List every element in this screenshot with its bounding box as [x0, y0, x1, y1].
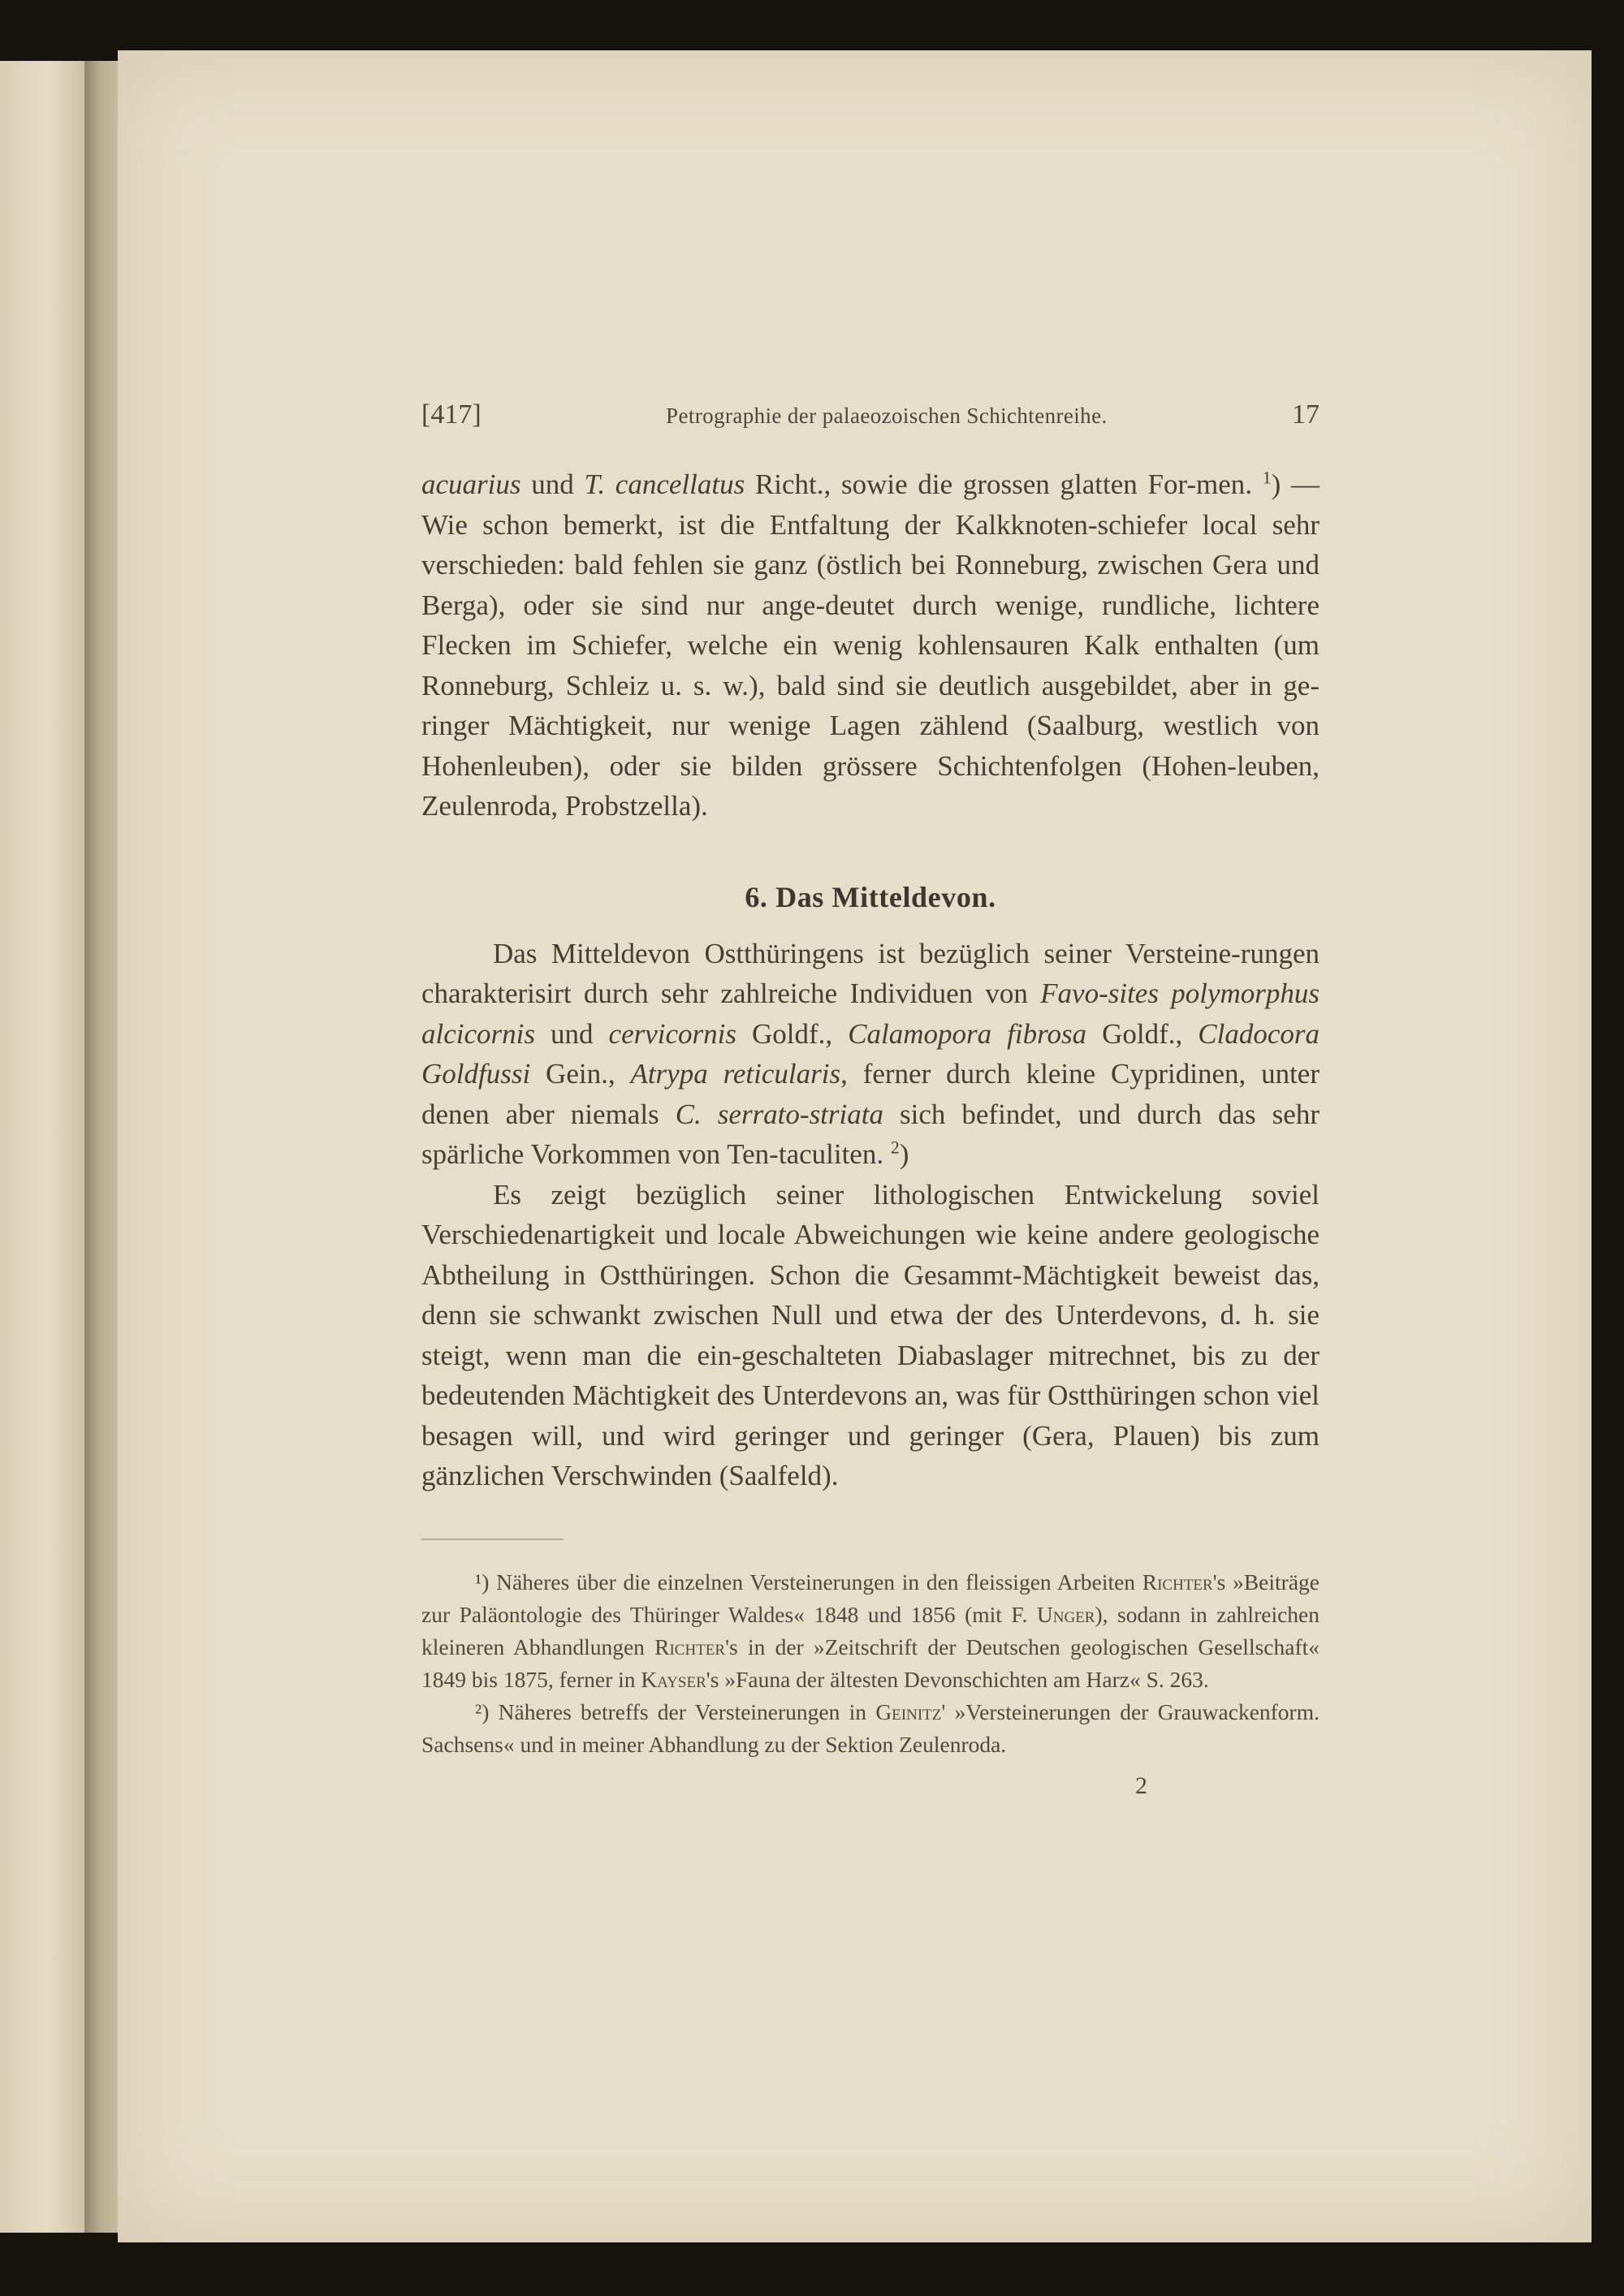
taxon-name: Atrypa reticularis — [630, 1058, 841, 1090]
paragraph-kalkknotenschiefer — [421, 464, 1320, 826]
taxon-name: acuarius — [421, 468, 521, 500]
text-run: Näheres betreffs der Versteinerungen in — [489, 1698, 876, 1724]
text-run: ) — [899, 1138, 909, 1170]
text-run: Das Mitteldevon Ostthüringens ist bezüglich seiner Versteine-rungen charakterisirt durch sehr zahlreiche Individuen von — [421, 937, 1320, 1009]
text-run: Goldf., — [736, 1017, 849, 1050]
text-run: Richt., sowie die grossen glatten For-men. — [745, 468, 1263, 500]
running-title: Petrographie der palaeozoischen Schichtenreihe. — [666, 404, 1108, 428]
footnote-mark: ¹) — [475, 1569, 490, 1595]
taxon-name: Cladocora Goldfussi — [421, 1017, 1320, 1090]
footnote-divider — [421, 1539, 564, 1540]
author-name: Unger — [1036, 1601, 1095, 1627]
text-run: ), sodann in zahlreichen kleineren Abhandlungen — [421, 1601, 1320, 1659]
section-heading: 6. Das Mitteldevon. — [745, 880, 996, 913]
text-run: sich befindet, und durch das sehr spärliche Vorkommen von Ten-taculiten. — [421, 1098, 1320, 1170]
book-page — [118, 50, 1592, 2242]
body-text — [421, 464, 1320, 1496]
text-run: 's in der »Zeitschrift der Deutschen geologischen Gesellschaft« 1849 bis 1875, ferner in — [421, 1634, 1320, 1692]
taxon-name: cervicornis — [608, 1017, 736, 1050]
taxon-name: C. serrato-striata — [675, 1098, 883, 1130]
text-run: 's »Beiträge zur Paläontologie des Thüringer Waldes« 1848 und 1856 (mit F. — [421, 1569, 1320, 1627]
text-run: ' »Versteinerungen der Grauwackenform. Sachsens« und in meiner Abhandlung zu der Sektion Zeulenroda. — [421, 1698, 1320, 1757]
author-name: Richter — [1142, 1569, 1213, 1595]
footnote-ref-2: 2 — [890, 1137, 900, 1158]
text-run: 's »Fauna der ältesten Devonschichten am Harz« S. 263. — [706, 1666, 1209, 1692]
text-run: Goldf., — [1086, 1017, 1199, 1050]
footnote-1 — [421, 1566, 1320, 1696]
running-head — [421, 399, 1320, 448]
taxon-name: Favo-sites polymorphus alcicornis — [421, 978, 1320, 1050]
footnotes — [421, 1566, 1320, 1761]
paragraph-lithology: Es zeigt bezüglich seiner lithologischen Entwickelung soviel Verschiedenartigkeit und locale Abweichungen wie keine andere geologische Abtheilung in Ostthüringen. Schon die Gesammt-Mächtigkeit beweist das, denn sie schwankt zwischen Null und etwa der des Unterdevons, d. h. sie steigt, wenn man die ein-geschalteten Diabaslager mitrechnet, bis zu der bedeutenden Mächtigkeit des Unterdevons an, was für Ostthüringen schon viel besagen will, und wird geringer und geringer (Gera, Plauen) bis zum gänzlichen Verschwinden (Saalfeld). — [421, 1178, 1320, 1491]
book-spine-gutter — [84, 61, 122, 2233]
taxon-name: Calamopora fibrosa — [848, 1017, 1087, 1050]
footnote-2 — [421, 1696, 1320, 1761]
left-facing-page-edge — [0, 61, 84, 2233]
text-run: Gein., — [530, 1058, 631, 1090]
page-number: 17 — [1291, 399, 1320, 429]
header-gap — [421, 448, 1320, 464]
text-run: , ferner durch kleine Cypridinen, unter denen aber niemals — [421, 1058, 1320, 1130]
footnote-ref-1: 1 — [1262, 468, 1272, 488]
text-run: ) — Wie schon bemerkt, ist die Entfaltung der Kalkknoten-schiefer local sehr verschieden: bald fehlen sie ganz (östlich bei Ronneburg, zwischen Gera und Berga), oder sie sind nur ange-deutet durch wenige, rundliche, lichtere Flecken im Schiefer, welche ein wenig kohlensauren Kalk enthalten (um Ronneburg, Schleiz u. s. w.), bald sind sie deutlich ausgebildet, aber in ge-ringer Mächtigkeit, nur wenige Lagen zählend (Saalburg, westlich von Hohenleuben), oder sie bilden grössere Schichtenfolgen (Hohen-leuben, Zeulenroda, Probstzella). — [421, 468, 1320, 822]
taxon-name: T. cancellatus — [584, 468, 745, 500]
printer-signature-mark: 2 — [1135, 1772, 1147, 1799]
author-name: Richter — [654, 1634, 726, 1659]
bracketed-page-number: [417] — [421, 399, 482, 429]
text-run: und — [534, 1017, 609, 1050]
text-run: Näheres über die einzelnen Versteinerungen in den fleissigen Arbeiten — [489, 1569, 1142, 1595]
author-name: Kayser — [641, 1666, 706, 1692]
paragraph-mitteldevon-fossils — [421, 934, 1320, 1175]
page-content — [421, 399, 1320, 1800]
footnote-mark: ²) — [475, 1698, 490, 1724]
text-run: und — [520, 468, 585, 500]
author-name: Geinitz — [875, 1698, 942, 1724]
